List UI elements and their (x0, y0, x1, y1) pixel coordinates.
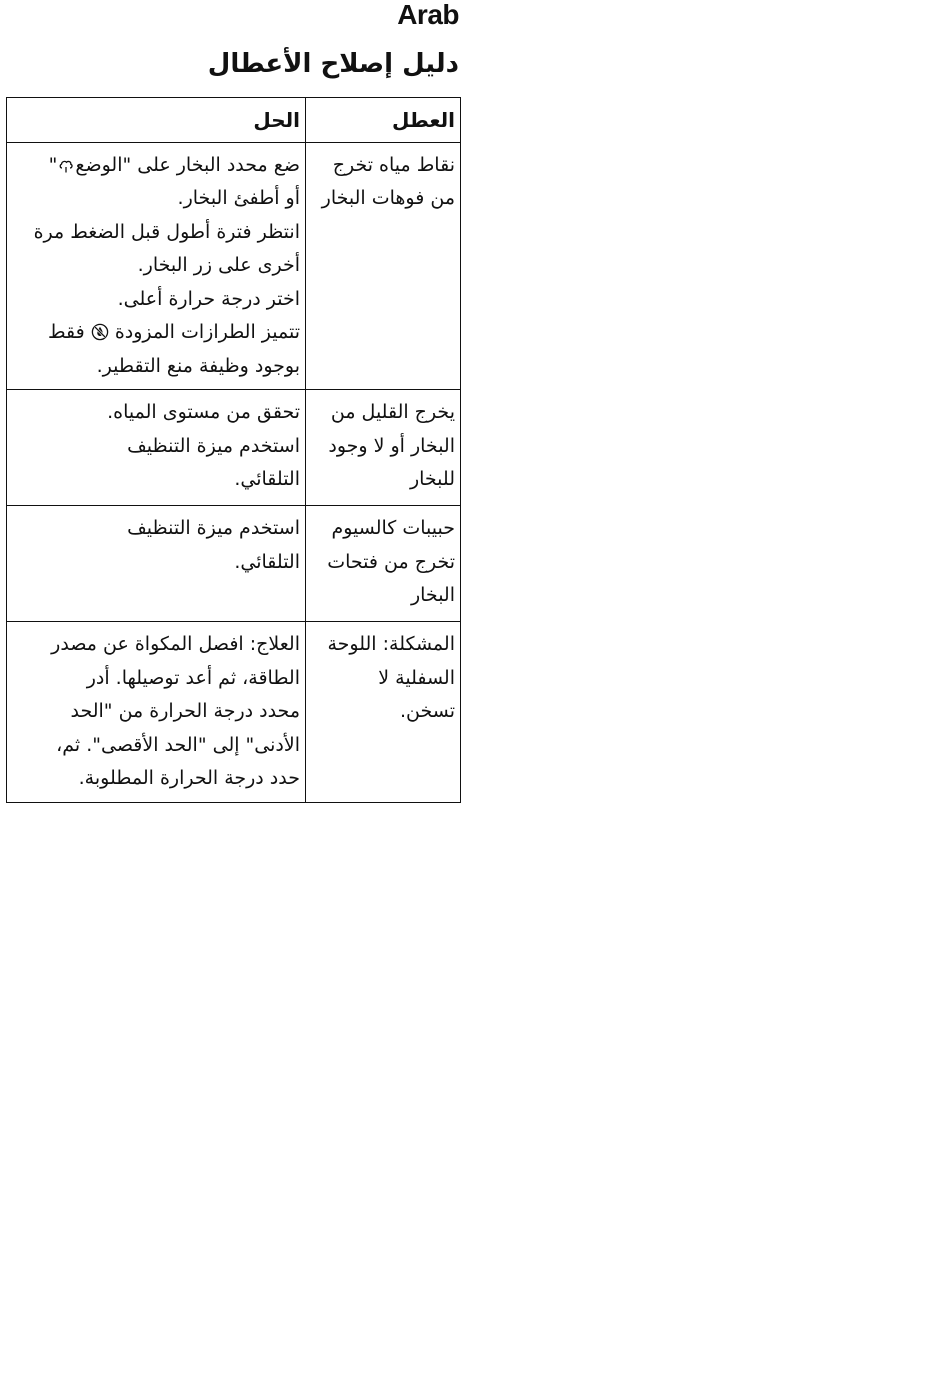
problem-line: يخرج القليل من (330, 401, 455, 423)
problem-line: تخرج من فتحات (327, 550, 455, 573)
problem-line: من فوهات البخار (321, 187, 455, 209)
solution-line (11, 149, 300, 183)
problem-line: البخار (410, 584, 455, 606)
anti-drip-icon (91, 323, 109, 341)
page-title: دليل إصلاح الأعطال (207, 49, 459, 79)
solution-line: أو أطفئ البخار. (177, 187, 300, 209)
solution-line: استخدم ميزة التنظيف (127, 517, 300, 539)
problem-line: للبخار (409, 468, 455, 490)
solution-cell (7, 622, 306, 803)
problem-line: المشكلة: اللوحة (327, 633, 455, 655)
table-row (7, 142, 461, 390)
solution-line: التلقائي. (234, 550, 300, 573)
solution-text: ضع محدد البخار على "الوضع (75, 153, 300, 176)
solution-text: فقط (47, 321, 85, 343)
table-row (7, 622, 461, 803)
steam-icon (57, 156, 75, 174)
solution-line: الطاقة، ثم أعد توصيلها. أدر (86, 666, 300, 689)
table-row (7, 506, 461, 622)
solution-line: التلقائي. (234, 468, 300, 490)
problem-line: نقاط مياه تخرج (332, 153, 455, 176)
column-header-solution: الحل (7, 98, 306, 143)
problem-cell (306, 142, 461, 390)
problem-cell (306, 506, 461, 622)
solution-line: اختر درجة حرارة أعلى. (117, 287, 300, 310)
solution-text: تتميز الطرازات المزودة (114, 321, 300, 343)
troubleshooting-table (6, 97, 461, 803)
language-label: Arab (397, 0, 459, 30)
solution-cell (7, 506, 306, 622)
solution-line: العلاج: افصل المكواة عن مصدر (51, 633, 300, 655)
solution-cell (7, 390, 306, 506)
problem-cell (306, 622, 461, 803)
problem-cell (306, 390, 461, 506)
solution-line: محدد درجة الحرارة من "الحد (70, 700, 300, 722)
solution-cell (7, 142, 306, 390)
solution-line: حدد درجة الحرارة المطلوبة. (78, 767, 300, 789)
solution-text: " (48, 153, 58, 176)
problem-line: حبيبات كالسيوم (331, 517, 455, 539)
problem-line: البخار أو لا وجود (328, 434, 455, 457)
table-header-row (7, 98, 461, 143)
problem-line: السفلية لا (378, 666, 455, 689)
solution-line: أخرى على زر البخار. (137, 254, 300, 276)
solution-line: بوجود وظيفة منع التقطير. (96, 354, 300, 377)
solution-line (11, 316, 300, 350)
solution-line: انتظر فترة أطول قبل الضغط مرة (33, 220, 300, 243)
solution-line: الأدنى" إلى "الحد الأقصى". ثم، (56, 733, 300, 756)
table-row (7, 390, 461, 506)
solution-line: استخدم ميزة التنظيف (127, 434, 300, 457)
column-header-problem: العطل (306, 98, 461, 143)
problem-line: تسخن. (399, 700, 455, 722)
solution-line: تحقق من مستوى المياه. (107, 401, 300, 423)
